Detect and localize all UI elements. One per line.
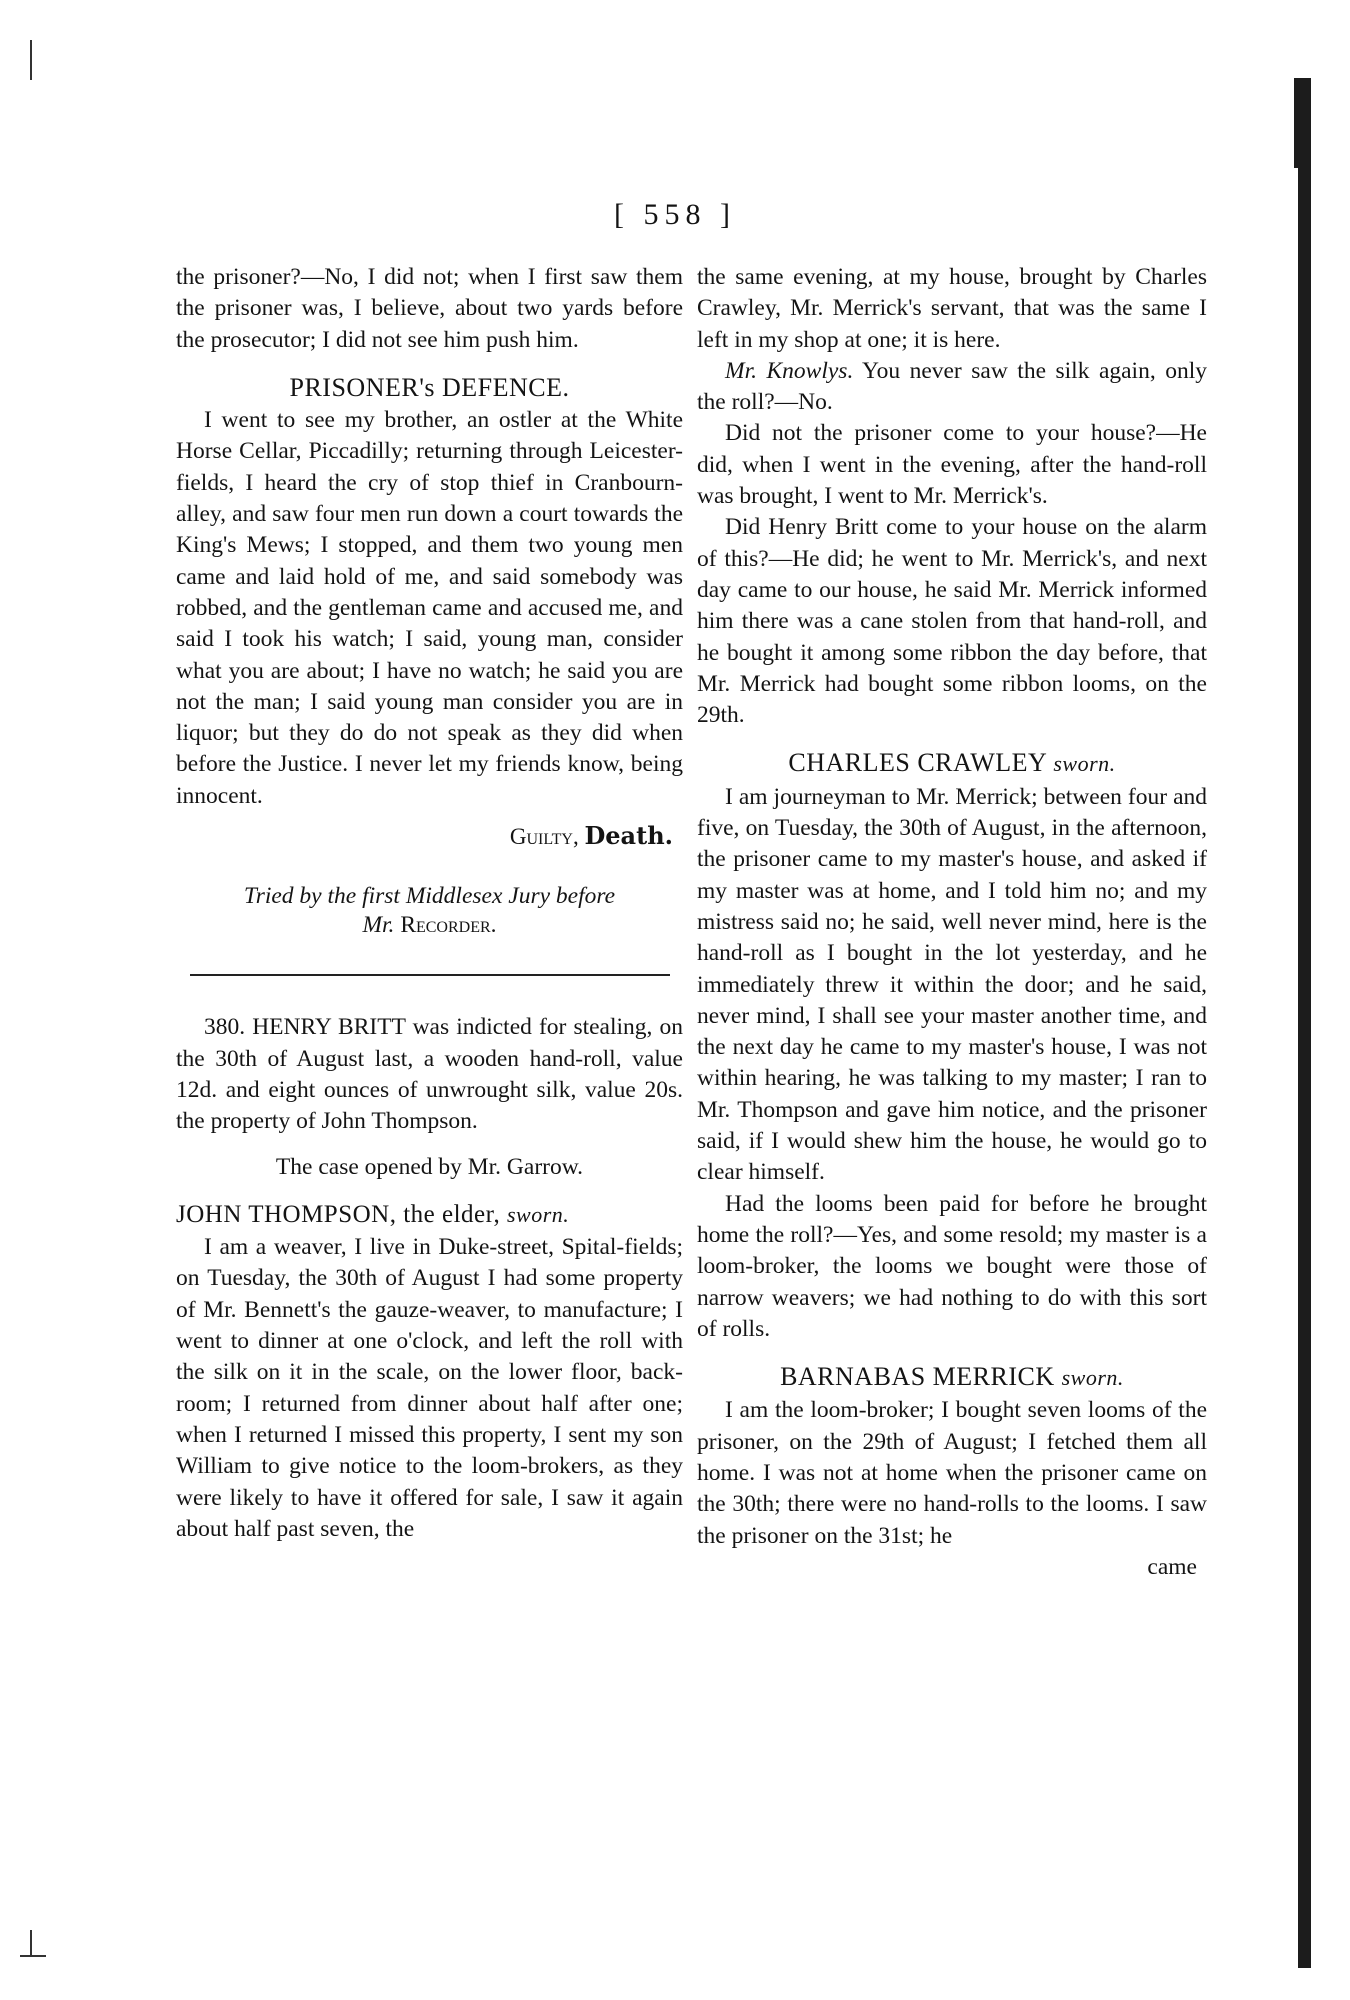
tried-line-1: Tried by the first Middlesex Jury before [243,883,616,910]
question-text: You never saw the silk again, only the roll?—No. [697,357,1207,416]
page-number: [ 558 ] [614,198,736,231]
paragraph: Did Henry Britt come to your house on the alarm of this?—He did; he went to Mr. Merrick's, and next day came to our house, he said Mr. Merrick informed him there was a cane stolen from that hand-roll, and he bought it among some ribbon the day before, that Mr. Merrick had bought some ribbon looms, on the 29th. [697,514,1207,729]
tried-line-2b: Recorder. [400,912,497,939]
catchword: came [1147,1553,1197,1580]
paragraph: I am journeyman to Mr. Merrick; between four and five, on Tuesday, the 30th of August, in the afternoon, the prisoner came to my master's house, and asked if my master was at home, and I told him no; and my mistress said no; he said, well never mind, here is the hand-roll as I bought in the lot yesterday, and he immediately threw it within the door; and he said, never mind, I shall see your master another time, and the next day he came to my master's house, I was not within hearing, he was talking to my master; I ran to Mr. Thompson and gave him notice, and the prisoner said, if I would shew him the house, he would go to clear himself. [697,783,1207,1186]
section-divider [190,974,670,976]
scan-mark [30,1930,32,1956]
tried-line-2a: Mr. [362,912,395,939]
scan-mark [30,40,32,80]
left-column [176,262,683,1545]
paragraph [697,356,1207,419]
paragraph: I went to see my brother, an ostler at the White Horse Cellar, Piccadilly; returning through Leicester-fields, I heard the cry of stop thief in Cranbourn-alley, and saw four men run down a court towards the King's Mews; I stopped, and them two young men came and laid hold of me, and said somebody was robbed, and the gentleman came and accused me, and said I took his watch; I said, young man, consider what you are about; I have no watch; he said you are not the man; I said young man consider you are in liquor; but they do do not speak as they did when before the Justice. I never let my friends know, being innocent. [176,407,683,809]
scan-mark [20,1955,46,1957]
speaker-name: Mr. Knowlys. [725,357,854,384]
tried-before-note [176,882,683,940]
sworn-label: sworn. [1053,751,1116,777]
paragraph: I am the loom-broker; I bought seven looms of the prisoner, on the 29th of August; I fetched them all home. I was not at home when the prisoner came on the 30th; there were no hand-rolls to the looms. I saw the prisoner on the 31st; he [697,1397,1207,1549]
paragraph: the prisoner?—No, I did not; when I first saw them the prisoner was, I believe, about two yards before the prosecutor; I did not see him push him. [176,264,683,353]
witness-heading-barnabas-merrick [697,1361,1207,1393]
paragraph: I am a weaver, I live in Duke-street, Spital-fields; on Tuesday, the 30th of August I had some property of Mr. Bennett's the gauze-weaver, to manufacture; I went to dinner at one o'clock, and left the roll with the silk on it in the scale, on the lower floor, back-room; I returned from dinner about half after one; when I returned I missed this property, I sent my son William to give notice to the loom-brokers, as they were likely to have it offered for sale, I saw it again about half past seven, the [176,1234,683,1542]
paragraph: the same evening, at my house, brought by Charles Crawley, Mr. Merrick's servant, that was the same I left in my shop at one; it is here. [697,264,1207,353]
indictment-paragraph: 380. HENRY BRITT was indicted for stealing, on the 30th of August last, a wooden hand-roll, value 12d. and eight ounces of unwrought silk, value 20s. the property of John Thompson. [176,1014,683,1135]
scan-edge-shadow-top [1294,78,1299,168]
verdict-guilty: Guilty, [509,824,579,850]
witness-name: CHARLES CRAWLEY [788,748,1047,778]
witness-name: BARNABAS MERRICK [780,1362,1055,1392]
case-opened-line: The case opened by Mr. Garrow. [275,1153,584,1180]
sworn-label: sworn. [1061,1365,1124,1391]
paragraph: Did not the prisoner come to your house?—He did, when I went in the evening, after the hand-roll was brought, I went to Mr. Merrick's. [697,420,1207,510]
verdict-sentence: Death. [584,821,673,851]
witness-name: JOHN THOMPSON, the elder, [176,1200,501,1228]
paragraph: Had the looms been paid for before he brought home the roll?—Yes, and some resold; my master is a loom-broker, the looms we bought were those of narrow weavers; we had nothing to do with this sort of rolls. [697,1190,1207,1342]
witness-heading-john-thompson [176,1199,683,1230]
right-column [697,262,1207,1583]
scan-edge-shadow [1298,78,1311,1968]
section-heading-prisoners-defence: PRISONER's DEFENCE. [289,372,570,402]
sworn-label: sworn. [506,1201,570,1227]
verdict [176,820,683,852]
witness-heading-charles-crawley [697,747,1207,779]
